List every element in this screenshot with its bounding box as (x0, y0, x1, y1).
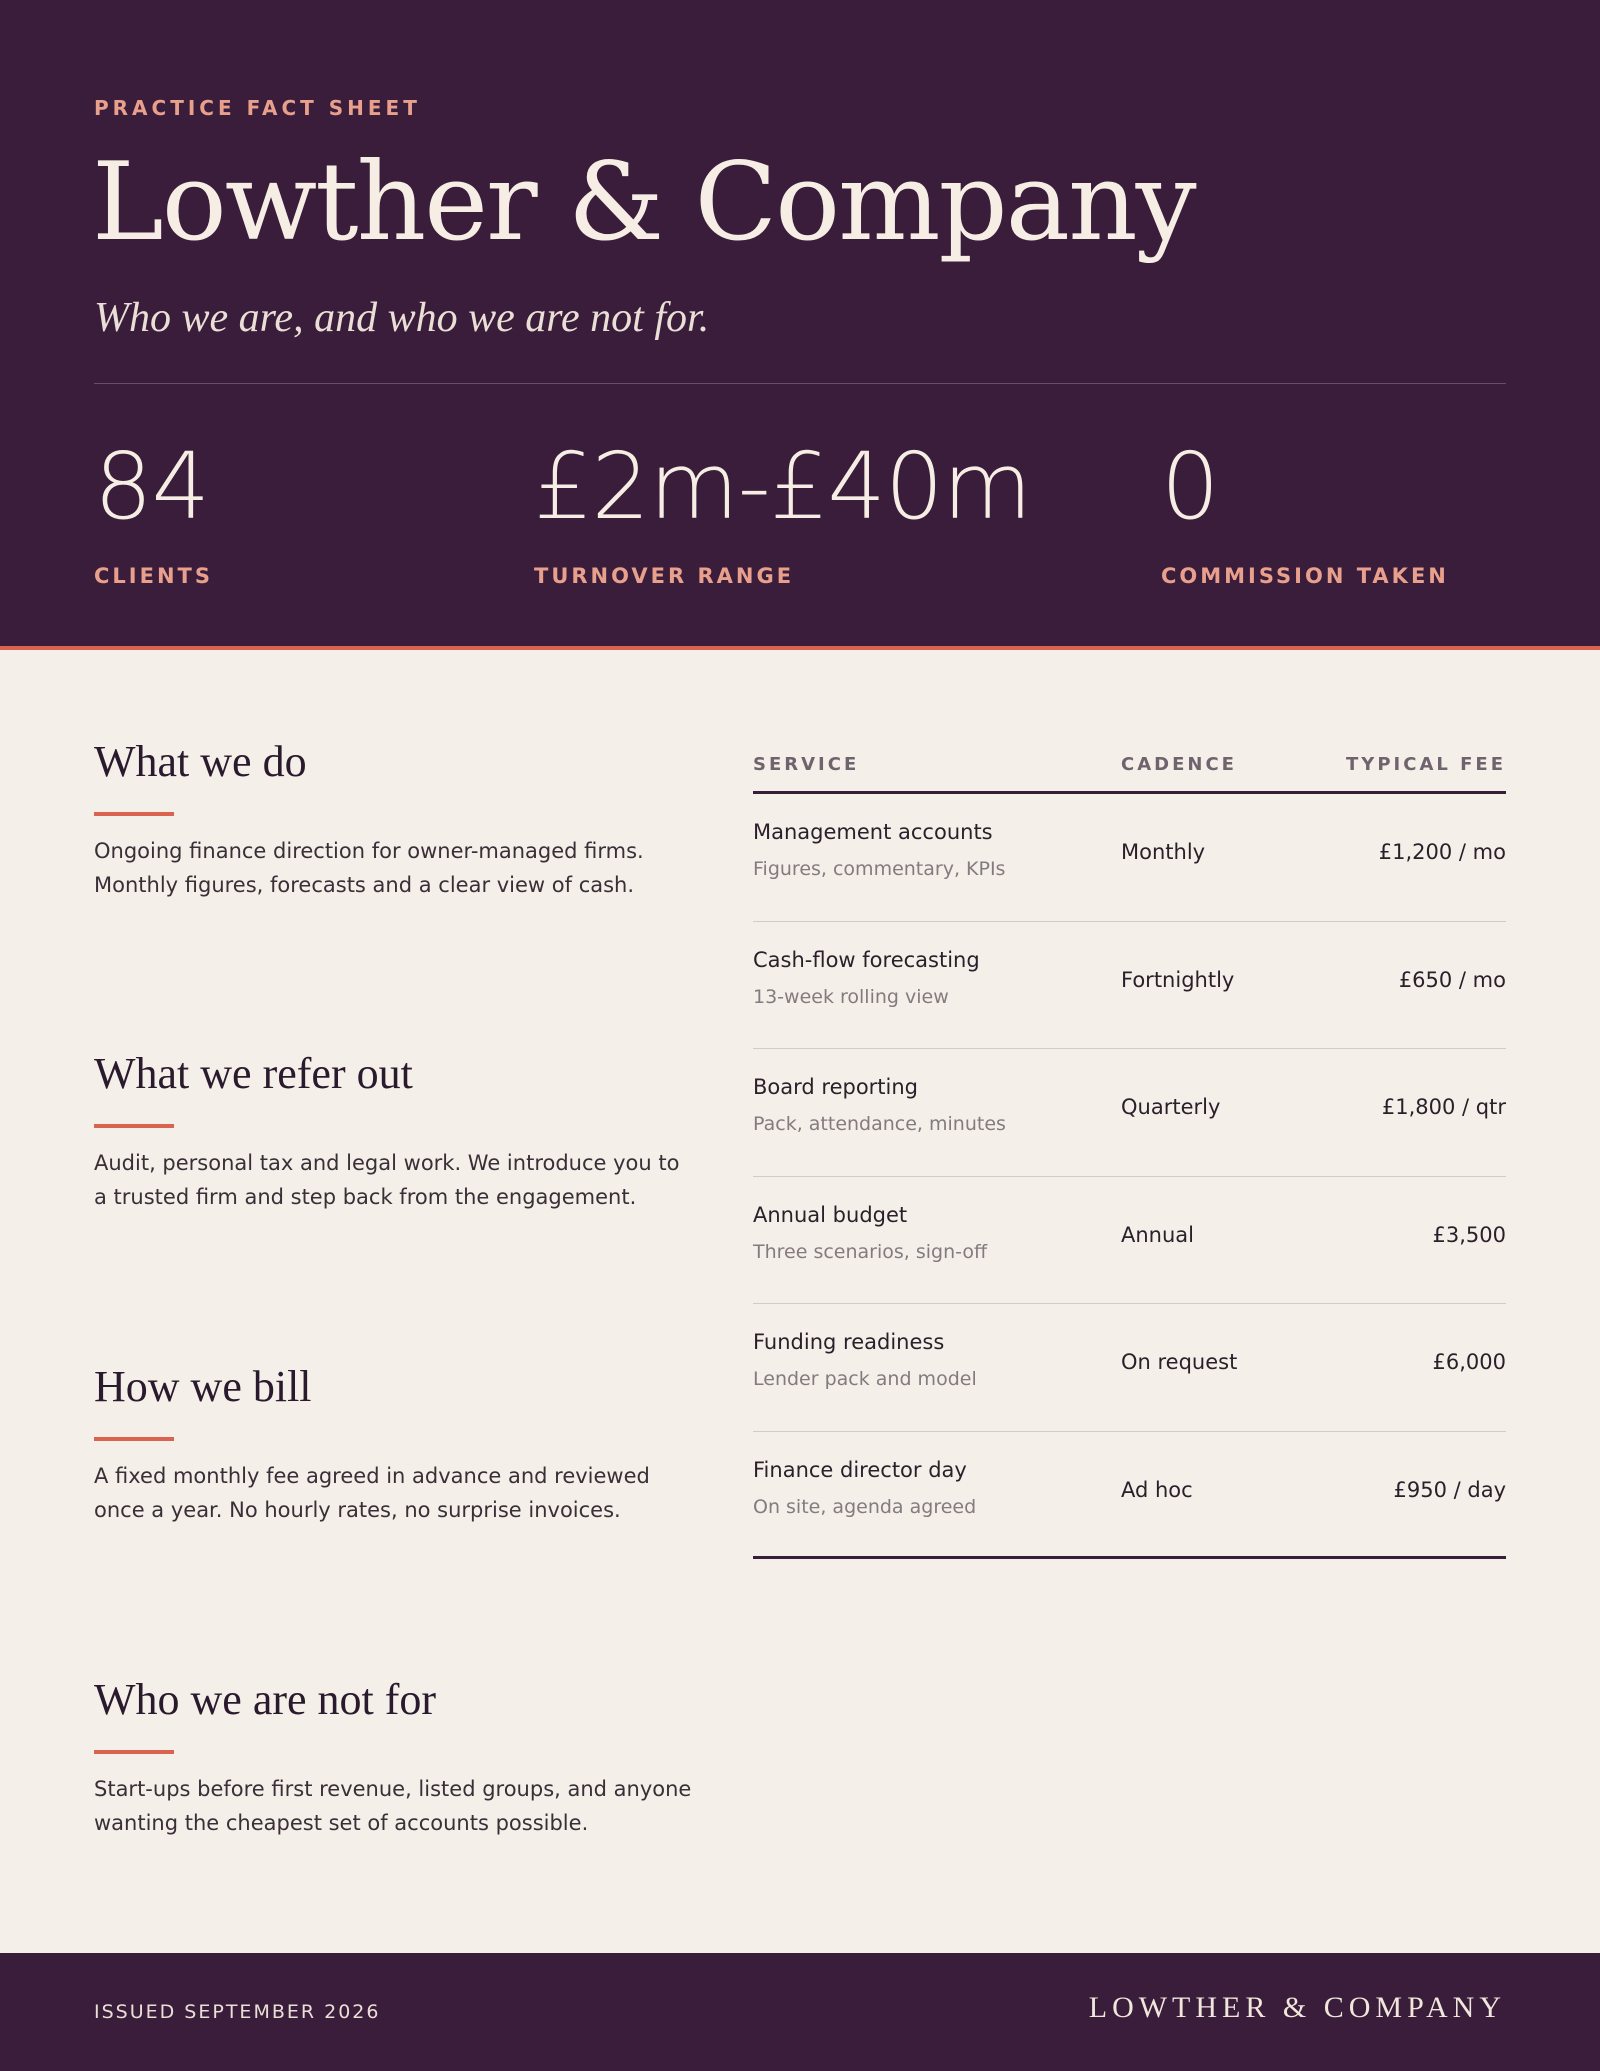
section-heading: How we bill (94, 1362, 312, 1411)
service-fee: £650 / mo (1398, 967, 1506, 992)
table-row (753, 922, 1506, 1050)
accent-rule (94, 1437, 174, 1441)
service-detail: Pack, attendance, minutes (753, 1113, 1006, 1135)
page-subtitle: Who we are, and who we are not for. (94, 295, 710, 341)
section-heading: What we do (94, 737, 307, 786)
table-row (753, 1049, 1506, 1177)
footer-brand: LOWTHER & COMPANY (1088, 1991, 1506, 2024)
section-body: Start-ups before first revenue, listed groups, and anyone wanting the cheapest set of accounts possible. (94, 1777, 692, 1835)
issued-date: ISSUED SEPTEMBER 2026 (94, 2001, 381, 2023)
stat-value: 84 (94, 433, 210, 540)
service-detail: Lender pack and model (753, 1368, 977, 1390)
table-body (753, 794, 1506, 1559)
section-who-we-are-not-for (94, 1672, 694, 1840)
accent-rule (94, 1750, 174, 1754)
service-name: Finance director day (753, 1457, 967, 1482)
stat-label: CLIENTS (94, 564, 213, 588)
accent-rule (94, 812, 174, 816)
table-row (753, 1432, 1506, 1560)
stat-turnover-range (534, 432, 1031, 588)
service-cadence: Ad hoc (1121, 1477, 1193, 1502)
stat-label: TURNOVER RANGE (534, 564, 795, 588)
service-fee: £1,800 / qtr (1381, 1095, 1506, 1119)
stat-label: COMMISSION TAKEN (1161, 564, 1449, 588)
divider (94, 383, 1506, 384)
section-what-we-refer-out (94, 1046, 694, 1214)
services-table (753, 752, 1506, 1559)
stat-commission (1161, 432, 1449, 588)
stat-value: £2m-£40m (534, 433, 1032, 540)
section-body: A fixed monthly fee agreed in advance and reviewed once a year. No hourly rates, no surprise invoices. (94, 1464, 650, 1522)
service-name: Cash-flow forecasting (753, 947, 980, 972)
service-detail: Three scenarios, sign-off (753, 1240, 988, 1263)
hero-banner (0, 0, 1600, 650)
service-name: Board reporting (753, 1075, 919, 1099)
table-row (753, 1177, 1506, 1305)
service-detail: Figures, commentary, KPIs (753, 858, 1006, 880)
service-detail: On site, agenda agreed (753, 1495, 977, 1518)
accent-rule (94, 1124, 174, 1128)
stat-clients (94, 432, 213, 588)
section-heading: Who we are not for (94, 1675, 437, 1724)
table-header (753, 752, 1506, 794)
service-name: Funding readiness (753, 1330, 945, 1354)
service-detail: 13-week rolling view (753, 985, 949, 1008)
service-fee: £6,000 (1432, 1350, 1506, 1374)
section-heading: What we refer out (94, 1049, 413, 1098)
section-body: Audit, personal tax and legal work. We introduce you to a trusted firm and step back from the engagement. (94, 1151, 680, 1209)
page-title: Lowther & Company (92, 140, 1195, 265)
service-name: Management accounts (753, 820, 993, 844)
table-row (753, 794, 1506, 922)
column-header-cadence: CADENCE (1121, 754, 1237, 775)
section-what-we-do (94, 734, 694, 902)
column-header-service: SERVICE (753, 754, 860, 775)
column-header-fee: TYPICAL FEE (1346, 754, 1506, 775)
service-fee: £950 / day (1393, 1477, 1506, 1502)
service-cadence: Monthly (1121, 840, 1206, 864)
service-fee: £1,200 / mo (1378, 840, 1506, 864)
section-body: Ongoing finance direction for owner-managed firms. Monthly figures, forecasts and a clear view of cash. (94, 839, 644, 897)
footer (0, 1953, 1600, 2071)
service-cadence: Annual (1121, 1222, 1194, 1247)
eyebrow-label: PRACTICE FACT SHEET (94, 96, 421, 120)
service-cadence: Quarterly (1121, 1095, 1221, 1119)
table-row (753, 1304, 1506, 1432)
service-cadence: Fortnightly (1121, 967, 1235, 992)
service-fee: £3,500 (1432, 1222, 1506, 1247)
service-cadence: On request (1121, 1350, 1238, 1374)
section-how-we-bill (94, 1359, 694, 1527)
stat-value: 0 (1161, 433, 1219, 540)
service-name: Annual budget (753, 1202, 908, 1227)
